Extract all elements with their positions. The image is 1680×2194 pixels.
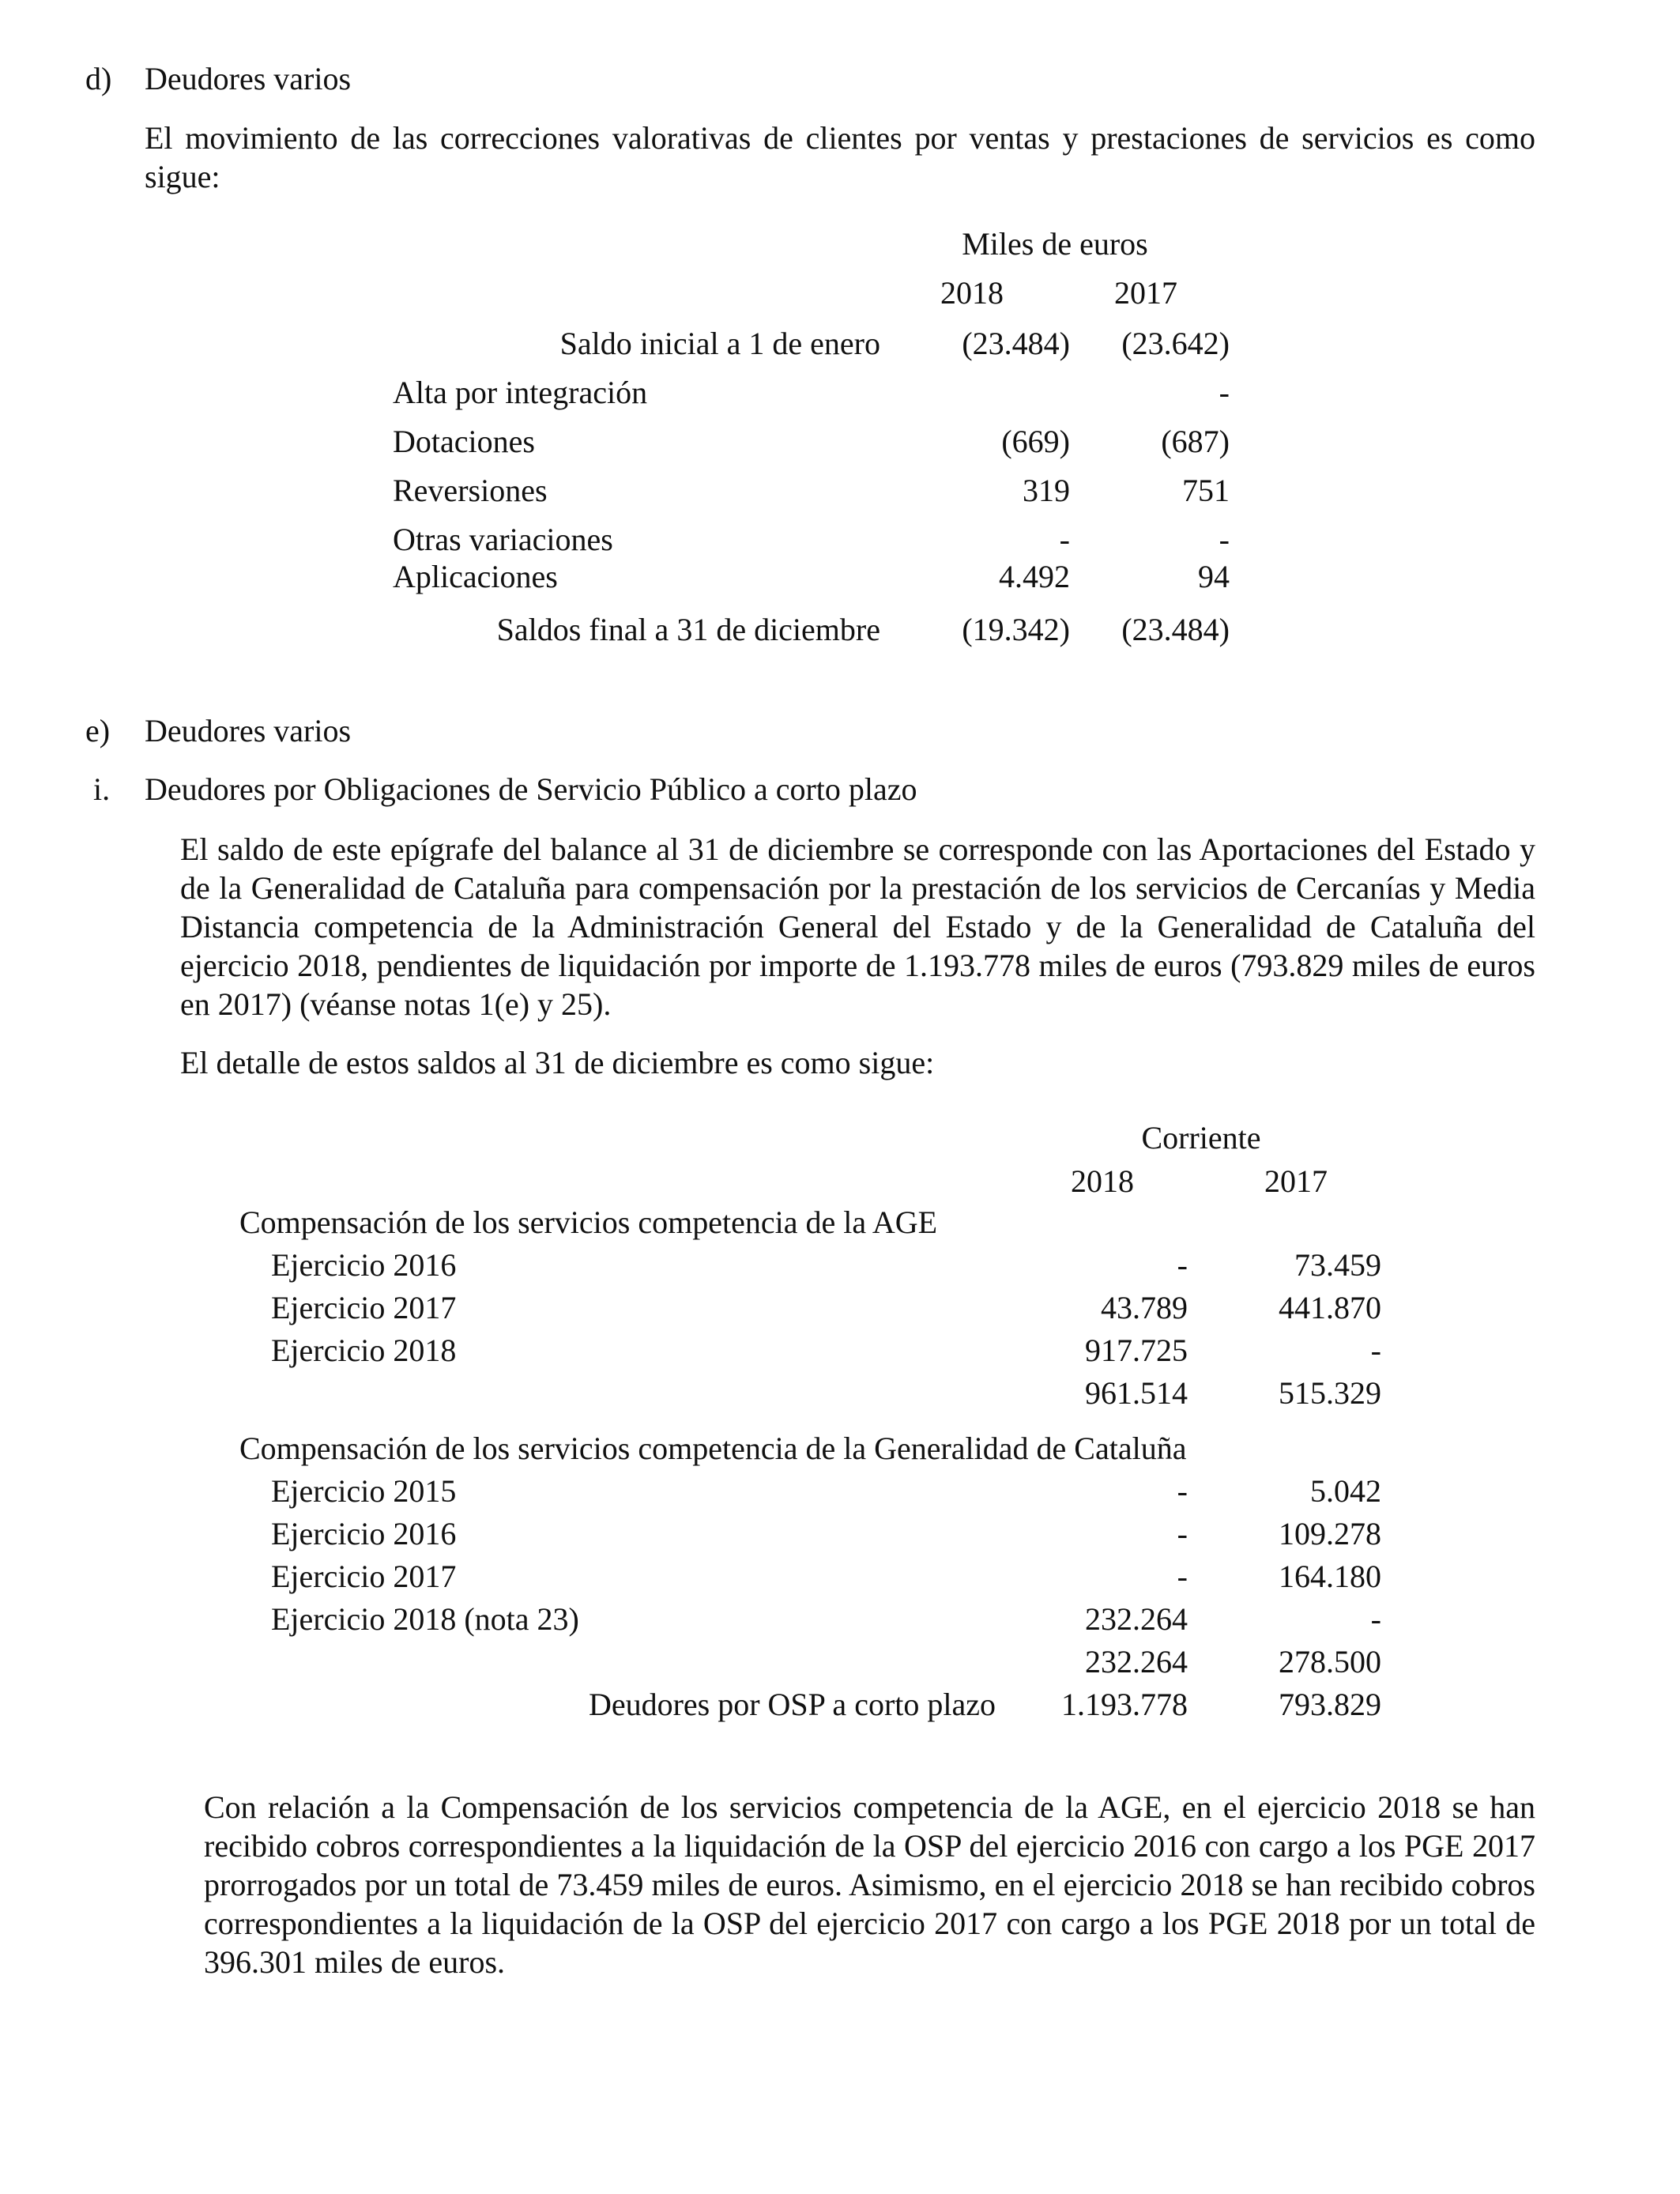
section-e-title: Deudores varios: [145, 713, 352, 748]
row-label: Ejercicio 2016: [271, 1516, 457, 1551]
table-row: [0, 471, 1680, 514]
section-d-letter: d): [85, 61, 112, 96]
table-row: [0, 520, 1680, 563]
subtotal-2018: 961.514: [1085, 1375, 1188, 1411]
row-value-2017: -: [1219, 375, 1230, 410]
row-value-2018: 232.264: [1085, 1601, 1188, 1637]
row-label: Ejercicio 2017: [271, 1559, 457, 1594]
row-label: Ejercicio 2015: [271, 1473, 457, 1509]
row-label: Dotaciones: [393, 424, 535, 459]
total-2017: 793.829: [1279, 1687, 1381, 1722]
row-value-2017: 73.459: [1294, 1247, 1381, 1283]
table-row: [0, 422, 1680, 465]
table-row-total: [0, 610, 1680, 653]
osp-paragraph-2: El detalle de estos saldos al 31 de diciembre es como sigue:: [180, 1045, 935, 1080]
age-heading: Compensación de los servicios competencia de la AGE: [239, 1204, 938, 1240]
row-label: Ejercicio 2018 (nota 23): [271, 1601, 579, 1637]
row-label: Ejercicio 2018: [271, 1333, 457, 1368]
table-row: [0, 1472, 1680, 1514]
row-label: Saldos final a 31 de diciembre: [496, 612, 880, 647]
row-value-2017: 751: [1182, 473, 1230, 508]
table-row: [0, 1600, 1680, 1642]
total-row: [0, 1685, 1680, 1728]
table-row: [0, 1557, 1680, 1600]
row-value-2018: -: [1177, 1559, 1188, 1594]
total-label: Deudores por OSP a corto plazo: [588, 1687, 996, 1722]
row-value-2018: (669): [1001, 424, 1070, 459]
subtotal-row: [0, 1374, 1680, 1416]
row-value-2017: 94: [1198, 559, 1230, 594]
row-value-2018: 4.492: [999, 559, 1070, 594]
section-e-letter: e): [85, 713, 111, 748]
row-value-2017: 441.870: [1279, 1290, 1381, 1325]
table-row: [0, 1331, 1680, 1374]
row-label: Otras variaciones: [393, 522, 613, 557]
row-value-2017: (687): [1161, 424, 1230, 459]
row-label: Alta por integración: [393, 375, 648, 410]
row-value-2017: (23.642): [1121, 326, 1230, 361]
row-value-2017: 5.042: [1310, 1473, 1381, 1509]
subtotal-2017: 278.500: [1279, 1644, 1381, 1679]
row-value-2017: -: [1370, 1601, 1381, 1637]
cat-heading: Compensación de los servicios competencia de la Generalidad de Cataluña: [239, 1431, 1187, 1466]
row-label: Aplicaciones: [393, 559, 558, 594]
osp-paragraph-1: El saldo de este epígrafe del balance al 31 de diciembre se corresponde con las Aportaciones del Estado y de la Generalidad de Cataluña para compensación por la prestación de los servicios de Cercanías y Media Distancia competencia de la Administración General del Estado y de la Generalidad de Cataluña del ejercicio 2018, pendientes de liquidación por importe de 1.193.778 miles de euros (793.829 miles de euros en 2017) (véanse notas 1(e) y 25).: [180, 831, 1535, 1022]
row-value-2017: 109.278: [1279, 1516, 1381, 1551]
col-header-2017: 2017: [1114, 275, 1177, 311]
row-value-2018: -: [1177, 1473, 1188, 1509]
row-label: Saldo inicial a 1 de enero: [559, 326, 880, 361]
section-d-intro: El movimiento de las correcciones valorativas de clientes por ventas y prestaciones de servicios es como sigue:: [145, 120, 1535, 194]
section-d-title: Deudores varios: [145, 61, 352, 96]
row-value-2018: (23.484): [962, 326, 1070, 361]
col-header-2017: 2017: [1264, 1163, 1328, 1199]
table-row: [0, 324, 1680, 367]
section-e-sub-numeral: i.: [93, 771, 111, 807]
row-value-2018: -: [1059, 522, 1070, 557]
table-row: [0, 373, 1680, 416]
total-2018: 1.193.778: [1061, 1687, 1188, 1722]
section-e-sub-title: Deudores por Obligaciones de Servicio Público a corto plazo: [145, 771, 917, 807]
unit-header: Miles de euros: [962, 226, 1148, 262]
col-header-2018: 2018: [940, 275, 1004, 311]
table-row: [0, 557, 1680, 600]
table-row: [0, 1246, 1680, 1288]
table-row: [0, 1514, 1680, 1557]
row-value-2018: 43.789: [1101, 1290, 1188, 1325]
subtotal-2018: 232.264: [1085, 1644, 1188, 1679]
row-value-2018: -: [1177, 1516, 1188, 1551]
row-label: Reversiones: [393, 473, 548, 508]
row-value-2017: -: [1370, 1333, 1381, 1368]
table-row: [0, 1288, 1680, 1331]
row-value-2017: 164.180: [1279, 1559, 1381, 1594]
osp-paragraph-3: Con relación a la Compensación de los servicios competencia de la AGE, en el ejercicio 2018 se han recibido cobros correspondientes a la liquidación de la OSP del ejercicio 2016 con cargo a los PGE 2017 prorrogados por un total de 73.459 miles de euros. Asimismo, en el ejercicio 2018 se han recibido cobros correspondientes a la liquidación de la OSP del ejercicio 2017 con cargo a los PGE 2018 por un total de 396.301 miles de euros.: [204, 1789, 1535, 1980]
group-header: Corriente: [1141, 1120, 1261, 1155]
subtotal-row: [0, 1642, 1680, 1685]
row-value-2018: (19.342): [962, 612, 1070, 647]
subtotal-2017: 515.329: [1279, 1375, 1381, 1411]
row-value-2018: 917.725: [1085, 1333, 1188, 1368]
row-value-2018: 319: [1023, 473, 1070, 508]
row-label: Ejercicio 2017: [271, 1290, 457, 1325]
row-label: Ejercicio 2016: [271, 1247, 457, 1283]
row-value-2017: -: [1219, 522, 1230, 557]
col-header-2018: 2018: [1071, 1163, 1134, 1199]
row-value-2017: (23.484): [1121, 612, 1230, 647]
row-value-2018: -: [1177, 1247, 1188, 1283]
